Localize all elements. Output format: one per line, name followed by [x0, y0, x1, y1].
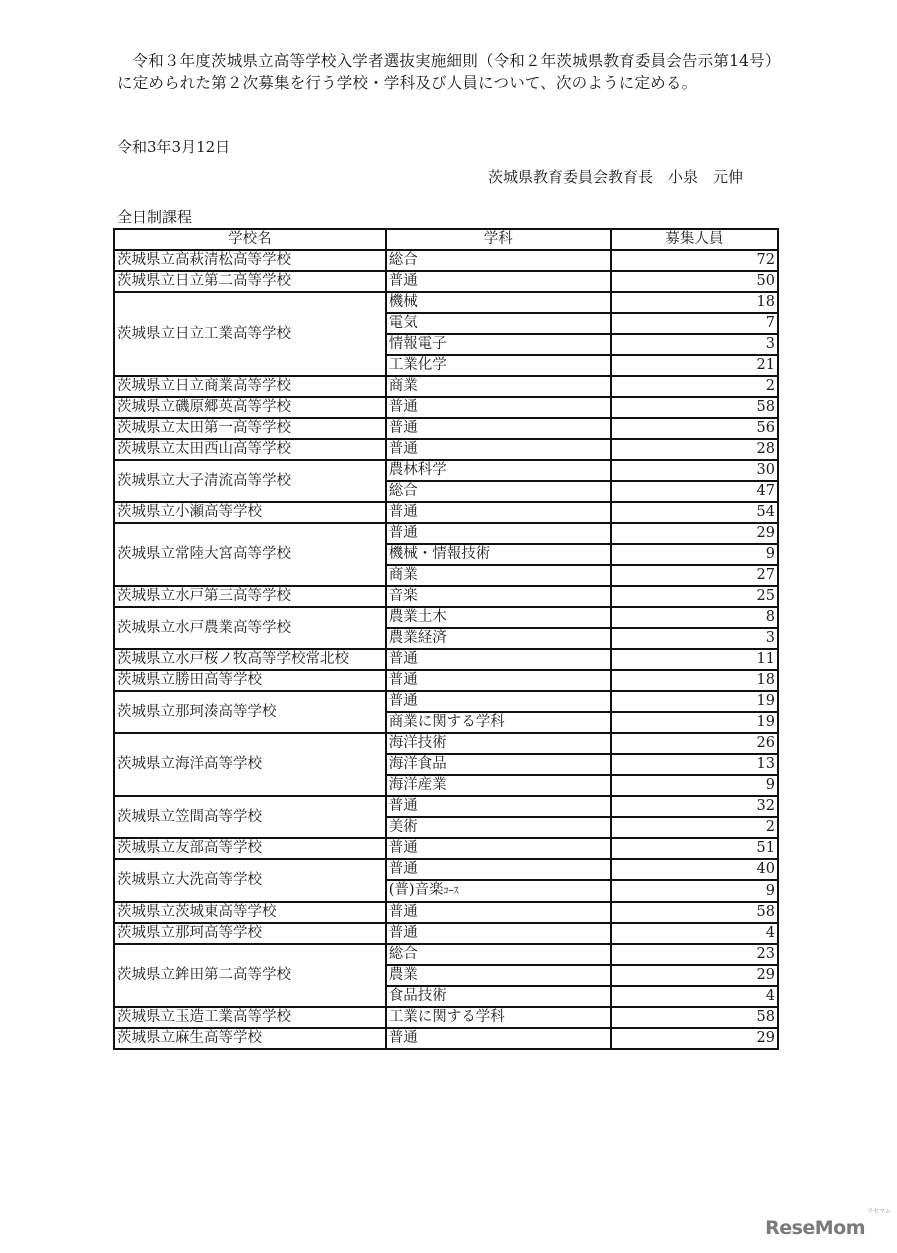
department-cell	[386, 838, 611, 859]
department-cell	[386, 250, 611, 271]
recruit-count-cell: 29	[611, 523, 778, 544]
recruit-count-cell: 13	[611, 754, 778, 775]
department-cell	[386, 712, 611, 733]
department-cell	[386, 439, 611, 460]
recruit-count-cell: 4	[611, 986, 778, 1007]
recruit-count-cell: 18	[611, 670, 778, 691]
table-body	[114, 250, 778, 1049]
table-header-row	[114, 229, 778, 250]
department-name: 情報電子	[388, 336, 447, 352]
department-name: 工業に関する学科	[388, 1009, 505, 1025]
table-row	[114, 250, 778, 271]
department-name: 工業化学	[388, 357, 447, 373]
course-label: 全日制課程	[117, 208, 193, 226]
school-name-cell: 茨城県立大子清流高等学校	[114, 460, 386, 502]
recruit-count-cell: 26	[611, 733, 778, 754]
school-name-cell: 茨城県立玉造工業高等学校	[114, 1007, 386, 1028]
department-name: 普通	[388, 1030, 418, 1046]
recruit-count-cell: 23	[611, 944, 778, 965]
school-name-cell: 茨城県立大洗高等学校	[114, 859, 386, 902]
department-name: 普通	[388, 693, 418, 709]
recruit-count-cell: 3	[611, 628, 778, 649]
table-row	[114, 691, 778, 712]
table-row	[114, 796, 778, 817]
recruit-count-cell: 18	[611, 292, 778, 313]
department-name: 総合	[388, 946, 418, 962]
recruit-count-cell: 28	[611, 439, 778, 460]
recruit-count-cell: 11	[611, 649, 778, 670]
department-name: 商業に関する学科	[388, 714, 505, 730]
department-name: 農業経済	[388, 630, 447, 646]
department-name: 普通	[388, 273, 418, 289]
department-cell	[386, 292, 611, 313]
table-row	[114, 460, 778, 481]
recruit-count-cell: 27	[611, 565, 778, 586]
department-cell	[386, 986, 611, 1007]
department-cell	[386, 271, 611, 292]
recruit-count-cell: 51	[611, 838, 778, 859]
department-name: 商業	[388, 378, 418, 394]
recruit-count-cell: 40	[611, 859, 778, 880]
department-cell	[386, 523, 611, 544]
table-row	[114, 523, 778, 544]
department-cell	[386, 397, 611, 418]
recruit-count-cell: 2	[611, 376, 778, 397]
school-name-cell: 茨城県立太田第一高等学校	[114, 418, 386, 439]
department-cell	[386, 733, 611, 754]
recruit-count-cell: 7	[611, 313, 778, 334]
department-name: 普通	[388, 904, 418, 920]
department-name: 普通	[388, 399, 418, 415]
school-name-cell: 茨城県立勝田高等学校	[114, 670, 386, 691]
department-name: 総合	[388, 483, 418, 499]
department-name: 食品技術	[388, 988, 447, 1004]
recruit-count-cell: 25	[611, 586, 778, 607]
department-cell	[386, 796, 611, 817]
table-row	[114, 607, 778, 628]
table-row	[114, 670, 778, 691]
department-name: 音楽	[388, 588, 418, 604]
department-cell	[386, 859, 611, 880]
recruit-count-cell: 3	[611, 334, 778, 355]
recruit-count-cell: 9	[611, 544, 778, 565]
header-department: 学科	[386, 229, 611, 250]
department-name: 普通	[388, 798, 418, 814]
department-cell	[386, 502, 611, 523]
department-name: 普通	[388, 861, 418, 877]
department-cell	[386, 1007, 611, 1028]
department-name: 機械・情報技術	[388, 546, 491, 562]
department-cell	[386, 880, 611, 902]
school-name-cell: 茨城県立水戸桜ノ牧高等学校常北校	[114, 649, 386, 670]
recruit-count-cell: 32	[611, 796, 778, 817]
table-row	[114, 439, 778, 460]
recruit-count-cell: 8	[611, 607, 778, 628]
department-name: 普通	[388, 840, 418, 856]
resemom-watermark	[765, 1208, 891, 1240]
department-cell	[386, 754, 611, 775]
table-row	[114, 649, 778, 670]
recruit-count-cell: 56	[611, 418, 778, 439]
table-row	[114, 902, 778, 923]
recruit-count-cell: 29	[611, 1028, 778, 1049]
department-cell	[386, 376, 611, 397]
school-name-cell: 茨城県立高萩清松高等学校	[114, 250, 386, 271]
table-row	[114, 838, 778, 859]
department-name: 普通	[388, 441, 418, 457]
recruit-count-cell: 54	[611, 502, 778, 523]
department-cell	[386, 965, 611, 986]
department-cell	[386, 691, 611, 712]
recruit-count-cell: 21	[611, 355, 778, 376]
table-row	[114, 271, 778, 292]
department-name: 普通	[388, 925, 418, 941]
department-cell	[386, 628, 611, 649]
school-name-cell: 茨城県立笠間高等学校	[114, 796, 386, 838]
department-cell	[386, 355, 611, 376]
department-cell	[386, 418, 611, 439]
department-name: 農業	[388, 967, 418, 983]
recruit-count-cell: 29	[611, 965, 778, 986]
school-name-cell: 茨城県立日立商業高等学校	[114, 376, 386, 397]
table-row	[114, 292, 778, 313]
school-name-cell: 茨城県立日立工業高等学校	[114, 292, 386, 376]
table-row	[114, 586, 778, 607]
table-row	[114, 1028, 778, 1049]
recruit-count-cell: 58	[611, 397, 778, 418]
department-cell	[386, 607, 611, 628]
department-name: 普通	[388, 672, 418, 688]
header-recruit-count: 募集人員	[611, 229, 778, 250]
table-row	[114, 944, 778, 965]
department-cell	[386, 670, 611, 691]
department-name: 機械	[388, 294, 418, 310]
department-name: 普通	[388, 525, 418, 541]
school-name-cell: 茨城県立那珂高等学校	[114, 923, 386, 944]
department-cell	[386, 649, 611, 670]
intro-paragraph: 令和３年度茨城県立高等学校入学者選抜実施細則（令和２年茨城県教育委員会告示第14号）に定められた第２次募集を行う学校・学科及び人員について、次のように定める。	[117, 52, 773, 92]
department-cell	[386, 902, 611, 923]
recruit-count-cell: 47	[611, 481, 778, 502]
recruit-count-cell: 58	[611, 902, 778, 923]
department-cell	[386, 565, 611, 586]
department-cell	[386, 1028, 611, 1049]
department-cell	[386, 775, 611, 796]
department-name: 海洋産業	[388, 777, 447, 793]
issuer-signature: 茨城県教育委員会教育長 小泉 元伸	[488, 168, 744, 186]
department-name: 普通	[388, 504, 418, 520]
resemom-logo-kana: リセマム	[867, 1208, 891, 1215]
department-name: 普通	[388, 651, 418, 667]
department-cell	[386, 481, 611, 502]
recruit-count-cell: 9	[611, 775, 778, 796]
recruit-count-cell: 2	[611, 817, 778, 838]
department-suffix: ｺｰｽ	[443, 886, 459, 897]
department-cell	[386, 544, 611, 565]
table-row	[114, 502, 778, 523]
recruit-count-cell: 72	[611, 250, 778, 271]
school-name-cell: 茨城県立小瀬高等学校	[114, 502, 386, 523]
table-row	[114, 418, 778, 439]
recruit-count-cell: 19	[611, 691, 778, 712]
table-row	[114, 923, 778, 944]
recruit-count-cell: 30	[611, 460, 778, 481]
school-name-cell: 茨城県立太田西山高等学校	[114, 439, 386, 460]
department-name: 海洋食品	[388, 756, 447, 772]
table-row	[114, 1007, 778, 1028]
department-cell	[386, 460, 611, 481]
recruit-count-cell: 19	[611, 712, 778, 733]
table-row	[114, 376, 778, 397]
school-name-cell: 茨城県立常陸大宮高等学校	[114, 523, 386, 586]
department-name: 商業	[388, 567, 418, 583]
table-row	[114, 733, 778, 754]
recruit-count-cell: 58	[611, 1007, 778, 1028]
department-name: (普)音楽	[388, 882, 444, 898]
department-cell	[386, 313, 611, 334]
department-name: 海洋技術	[388, 735, 447, 751]
recruit-count-cell: 4	[611, 923, 778, 944]
recruit-count-cell: 50	[611, 271, 778, 292]
school-name-cell: 茨城県立日立第二高等学校	[114, 271, 386, 292]
table-row	[114, 859, 778, 880]
resemom-logo: ReseMom	[765, 1217, 866, 1239]
school-name-cell: 茨城県立那珂湊高等学校	[114, 691, 386, 733]
issue-date: 令和3年3月12日	[117, 138, 231, 156]
department-cell	[386, 923, 611, 944]
school-name-cell: 茨城県立麻生高等学校	[114, 1028, 386, 1049]
department-name: 電気	[388, 315, 418, 331]
school-name-cell: 茨城県立海洋高等学校	[114, 733, 386, 796]
department-name: 美術	[388, 819, 418, 835]
school-name-cell: 茨城県立水戸第三高等学校	[114, 586, 386, 607]
department-cell	[386, 334, 611, 355]
recruitment-table	[113, 228, 779, 1050]
school-name-cell: 茨城県立水戸農業高等学校	[114, 607, 386, 649]
table-row	[114, 397, 778, 418]
recruit-count-cell: 9	[611, 880, 778, 902]
department-cell	[386, 817, 611, 838]
school-name-cell: 茨城県立友部高等学校	[114, 838, 386, 859]
school-name-cell: 茨城県立鉾田第二高等学校	[114, 944, 386, 1007]
header-school-name: 学校名	[114, 229, 386, 250]
department-cell	[386, 944, 611, 965]
department-name: 農業土木	[388, 609, 447, 625]
department-name: 総合	[388, 252, 418, 268]
school-name-cell: 茨城県立磯原郷英高等学校	[114, 397, 386, 418]
department-cell	[386, 586, 611, 607]
department-name: 普通	[388, 420, 418, 436]
department-name: 農林科学	[388, 462, 447, 478]
school-name-cell: 茨城県立茨城東高等学校	[114, 902, 386, 923]
